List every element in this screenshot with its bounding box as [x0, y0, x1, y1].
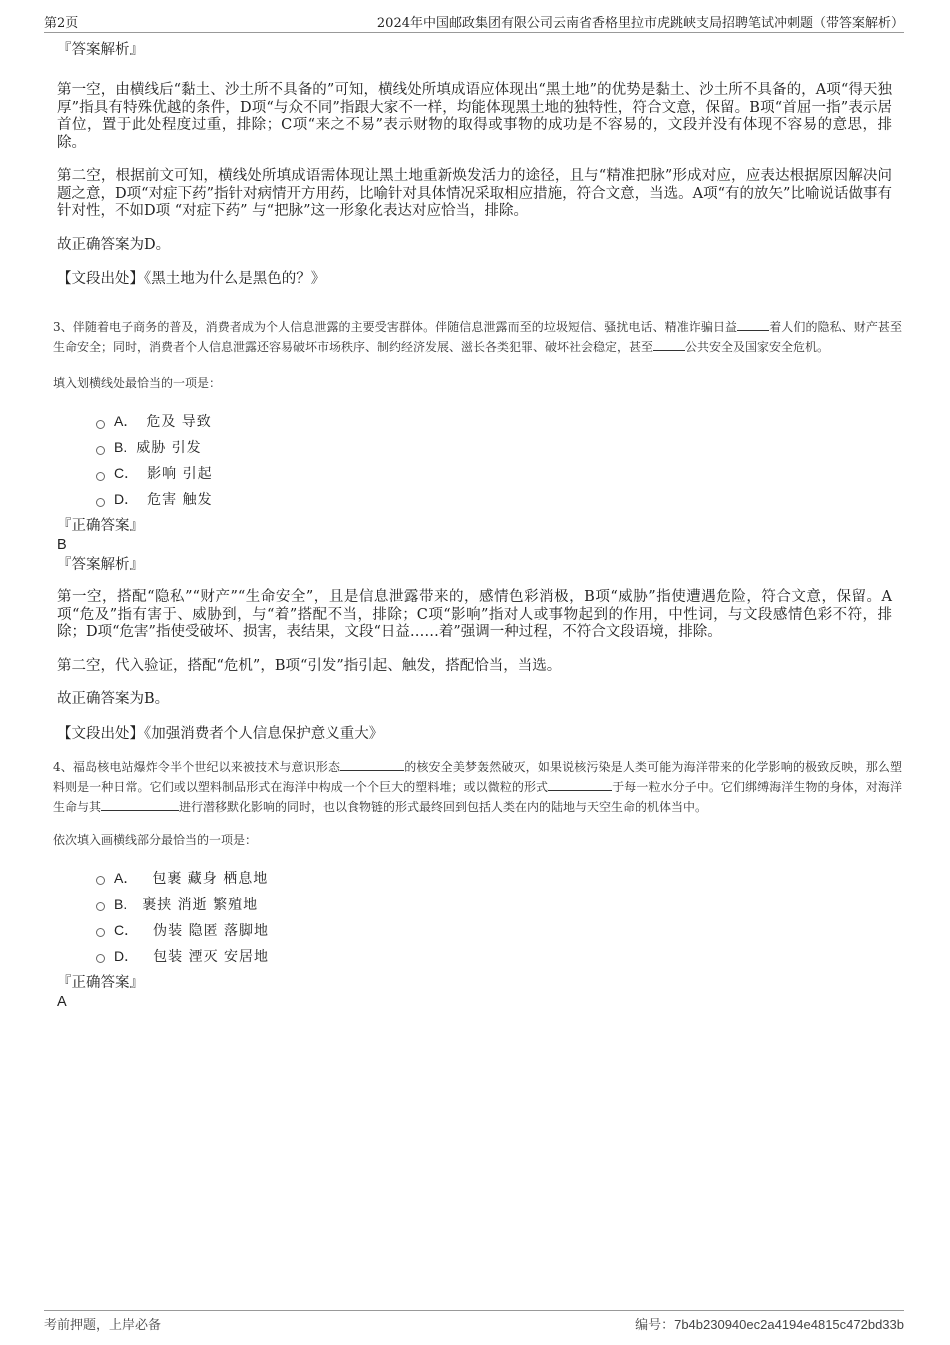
q3-conclusion: 故正确答案为B。 — [57, 691, 170, 707]
q3-question-text: 3、伴随着电子商务的普及，消费者成为个人信息泄露的主要受害群体。伴随信息泄露而至的垃圾短信、骚扰电话、精准诈骗日益 着人们的隐私、财产甚至生命安全；同时，消费者个人信息泄露还容易破坏市场秩序、制约经济发展、滋长各类犯罪、破坏社会稳定，甚至 公共安全及国家安全危机。 — [53, 320, 902, 354]
page-number: 第2页 — [44, 16, 79, 31]
q4-blank-3 — [101, 798, 179, 811]
q3-option-c[interactable]: C． 影响 引起 — [96, 460, 892, 486]
radio-icon[interactable] — [96, 876, 105, 885]
q2-analysis-label: 『答案解析』 — [57, 42, 144, 58]
q2-analysis-para-1: 第一空，由横线后“黏土、沙土所不具备的”可知，横线处所填成语应体现出“黑土地”的优势是黏土、沙土所不具备的，A项“得天独厚”指具有特殊优越的条件，D项“与众不同”指跟大家不一样，均能体现黑土地的独特性，符合文意，保留。B项“首屈一指”表示居首位，置于此处程度过重，排除；C项“来之不易”表示财物的取得或事物的成功是不容易的，文段并没有体现不容易的意思，排除。 — [57, 82, 892, 151]
document-code: 编号：7b4b230940ec2a4194e4815c472bd33b — [635, 1317, 904, 1333]
radio-icon[interactable] — [96, 498, 105, 507]
q4-answer-label: 『正确答案』 — [57, 974, 144, 991]
q2-conclusion: 故正确答案为D。 — [57, 236, 171, 253]
radio-icon[interactable] — [96, 420, 105, 429]
q4-option-a[interactable]: A． 包裹 藏身 栖息地 — [96, 865, 892, 891]
q3-option-b[interactable]: B. 威胁 引发 — [96, 434, 892, 460]
q3-blank-2 — [653, 338, 685, 351]
q3-source: 【文段出处】《加强消费者个人信息保护意义重大》 — [57, 725, 384, 742]
q4-instruction: 依次填入画横线部分最恰当的一项是： — [53, 832, 258, 847]
q3-blank-1 — [737, 318, 769, 331]
radio-icon[interactable] — [96, 954, 105, 963]
q2-analysis-para-2: 第二空，根据前文可知，横线处所填成语需体现让黑土地重新焕发活力的途径，且与“精准把脉”形成对应，应表达根据原因解决问题之意，D项“对症下药”指针对病情开方用药，比喻针对具体情况采取相应措施，符合文意，当选。A项“有的放矢”比喻说话做事有针对性，不如D项 “对症下药” 与“把脉”这一形象化表达对应恰当，排除。 — [57, 168, 892, 219]
radio-icon[interactable] — [96, 446, 105, 455]
q4-option-d[interactable]: D． 包装 湮灭 安居地 — [96, 943, 892, 969]
q3-analysis-para-1: 第一空，搭配“隐私”“财产”“生命安全”，且是信息泄露带来的，感情色彩消极，B项“威胁”指使遭遇危险，符合文意，保留。A项“危及”指有害于、威胁到，与“着”搭配不当，排除；C项“影响”指对人或事物起到的作用，中性词，与文段感情色彩不符，排除；D项“危害”指使受破坏、损害，表结果，文段“日益……着”强调一种过程，不符合文段语境，排除。 — [57, 589, 892, 640]
q3-instruction: 填入划横线处最恰当的一项是： — [53, 376, 222, 390]
q3-options — [96, 408, 892, 512]
q3-analysis-para-2: 第二空，代入验证，搭配“危机”，B项“引发”指引起、触发，搭配恰当，当选。 — [57, 657, 562, 674]
q3-answer: B — [57, 537, 67, 553]
q4-option-b[interactable]: B. 裹挟 消逝 繁殖地 — [96, 891, 892, 917]
footer-divider — [44, 1310, 904, 1311]
q3-option-a[interactable]: A． 危及 导致 — [96, 408, 892, 434]
document-title: 2024年中国邮政集团有限公司云南省香格里拉市虎跳峡支局招聘笔试冲刺题（带答案解析） — [376, 16, 904, 31]
q3-answer-label: 『正确答案』 — [57, 518, 144, 534]
radio-icon[interactable] — [96, 472, 105, 481]
page-content — [53, 40, 902, 1011]
header-divider — [44, 32, 904, 33]
radio-icon[interactable] — [96, 928, 105, 937]
q4-question-text: 4、福岛核电站爆炸令半个世纪以来被技术与意识形态 的核安全美梦轰然破灭，如果说核污染是人类可能为海洋带来的化学影响的极致反映，那么塑料则是一种日常。它们或以塑料制品形式在海洋中构成一个个巨大的塑料堆；或以微粒的形式 于每一粒水分子中。它们绑缚海洋生物的身体，对海洋生命与其 进行潜移默化影响的同时，也以食物链的形式最终回到包括人类在内的陆地与天空生命的机体当中。 — [53, 759, 902, 814]
q2-source: 【文段出处】《黑土地为什么是黑色的？》 — [57, 271, 326, 287]
q4-options — [96, 865, 892, 969]
q3-option-d[interactable]: D． 危害 触发 — [96, 486, 892, 512]
q4-blank-2 — [548, 778, 612, 791]
q3-analysis-label: 『答案解析』 — [57, 557, 144, 573]
q4-blank-1 — [340, 758, 404, 771]
radio-icon[interactable] — [96, 902, 105, 911]
q4-option-c[interactable]: C． 伪装 隐匿 落脚地 — [96, 917, 892, 943]
footer-slogan: 考前押题，上岸必备 — [44, 1318, 162, 1333]
q4-answer: A — [57, 993, 67, 1010]
